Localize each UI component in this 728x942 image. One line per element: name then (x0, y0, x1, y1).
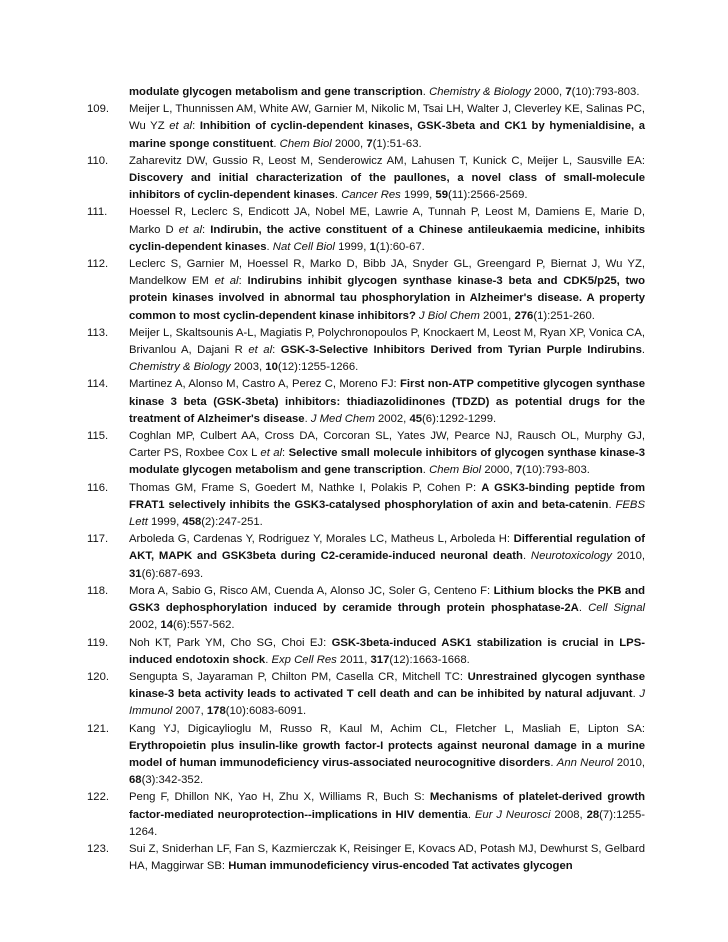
reference-text-fragment: (10):6083-6091. (225, 705, 307, 718)
reference-text-fragment: Peng F, Dhillon NK, Yao H, Zhu X, Williams R, Buch S: (129, 791, 430, 804)
reference-entry (87, 721, 645, 790)
reference-text-fragment: : (201, 223, 211, 236)
reference-text (129, 86, 639, 98)
reference-italic-text: et al (214, 275, 239, 288)
reference-title-bold: 31 (129, 567, 142, 580)
reference-entry (87, 256, 645, 325)
reference-number: 112. (87, 258, 109, 271)
reference-italic-text: Chemistry & Biology (429, 86, 531, 98)
reference-title-bold: Indirubins inhibit glycogen synthase kinase-3 beta and CDK5/p25, two protein kinases involved in abnormal tau phosphorylation in Alzheimer's disease. A property common to most cyclin-dependent kinase inhibitors? (129, 275, 645, 322)
reference-italic-text: Chemistry & Biology (129, 361, 231, 374)
reference-text-fragment: Coghlan MP, Culbert AA, Cross DA, Corcoran SL, Yates JW, Pearce NJ, Rausch OL, Murphy GJ, Carter PS, Roxbee Cox L (129, 430, 645, 460)
reference-italic-text: Eur J Neurosci (474, 808, 551, 821)
reference-text-fragment: 1999, (147, 516, 183, 529)
reference-text-fragment: (12):1255-1266. (277, 361, 359, 374)
reference-text-fragment: 2001, (479, 309, 515, 322)
reference-title-bold: 276 (514, 309, 534, 322)
reference-text-fragment: 1999, (400, 189, 436, 202)
reference-text-fragment: . (467, 808, 475, 821)
reference-text-fragment: . (422, 86, 430, 98)
reference-text-fragment: (3):342-352. (141, 774, 204, 787)
reference-text-fragment: . (334, 189, 342, 202)
reference-italic-text: Chem Biol (429, 464, 482, 477)
reference-italic-text: Exp Cell Res (271, 653, 337, 666)
reference-text-fragment: . (632, 688, 640, 701)
reference-text-fragment: Kang YJ, Digicaylioglu M, Russo R, Kaul M, Achim CL, Fletcher L, Masliah E, Lipton SA: (129, 722, 645, 735)
reference-text-fragment: Meijer L, Thunnissen AM, White AW, Garnier M, Nikolic M, Tsai LH, Walter J, Cleverley KE, Salinas PC, Wu YZ (129, 103, 645, 133)
reference-text-fragment: 2010, (613, 756, 645, 769)
reference-number: 109. (87, 103, 109, 116)
reference-text (129, 155, 645, 201)
reference-text-fragment: 2007, (172, 705, 207, 718)
reference-title-bold: 45 (409, 412, 423, 425)
reference-text-fragment: 2000, (331, 137, 367, 150)
reference-italic-text: et al (260, 447, 283, 460)
reference-title-bold: Indirubin, the active constituent of a Chinese antileukaemia medicine, inhibits cyclin-dependent kinases (129, 223, 646, 253)
reference-number: 115. (87, 430, 109, 443)
reference-entry (87, 669, 645, 721)
reference-entry (87, 635, 645, 669)
reference-text-fragment: . (578, 602, 589, 615)
reference-italic-text: et al (178, 223, 202, 236)
reference-text (129, 103, 645, 149)
reference-text (129, 637, 645, 666)
reference-text (129, 258, 645, 322)
reference-text-fragment: Noh KT, Park YM, Cho SG, Choi EJ: (129, 636, 332, 649)
reference-italic-text: Neurotoxicology (530, 550, 612, 563)
reference-italic-text: et al (169, 120, 193, 133)
reference-italic-text: Cell Signal (588, 602, 645, 615)
reference-text-fragment: . (422, 464, 430, 477)
reference-text-fragment: (1):51-63. (372, 137, 422, 150)
reference-title-bold: Unrestrained glycogen synthase kinase-3 beta activity leads to activated T cell death and can be inhibited by natural adjuvant (129, 670, 645, 701)
reference-text-fragment: . (522, 550, 531, 563)
reference-text (129, 206, 645, 252)
reference-text-fragment: (1):251-260. (533, 309, 595, 322)
reference-title-bold: Mechanisms of platelet-derived growth factor-mediated neuroprotection--implications in HIV dementia (129, 791, 645, 821)
reference-italic-text: J Med Chem (310, 412, 375, 425)
reference-number: 111. (87, 206, 108, 219)
reference-text-fragment: Arboleda G, Cardenas Y, Rodriguez Y, Morales LC, Matheus L, Arboleda H: (129, 533, 514, 546)
reference-italic-text: J Immunol (129, 688, 646, 718)
reference-title-bold: First non-ATP competitive glycogen synthase kinase 3 beta (GSK-3beta) inhibitors: thiadiazolidinones (TDZD) as potential drugs for the treatment of Alzheimer's disease (129, 378, 645, 425)
reference-text-fragment: Zaharevitz DW, Gussio R, Leost M, Senderowicz AM, Lahusen T, Kunick C, Meijer L, Sausville EA: (129, 154, 645, 167)
reference-text-fragment: 2008, (550, 808, 587, 821)
reference-entry (87, 841, 645, 875)
reference-title-bold: GSK-3-Selective Inhibitors Derived from Tyrian Purple Indirubins (280, 344, 642, 357)
reference-text-fragment: : (192, 120, 200, 133)
reference-text-fragment: 1999, (334, 240, 370, 253)
reference-title-bold: 10 (265, 361, 278, 374)
reference-title-bold: Selective small molecule inhibitors of glycogen synthase kinase-3 modulate glycogen metabolism and gene transcription (129, 447, 646, 477)
reference-title-bold: modulate glycogen metabolism and gene transcription (129, 86, 423, 98)
reference-italic-text: FEBS Lett (129, 498, 646, 529)
reference-number: 120. (87, 670, 109, 683)
reference-text-fragment: . (266, 240, 273, 253)
reference-number: 114. (87, 378, 109, 391)
reference-text-fragment: (6):1292-1299. (422, 412, 497, 425)
reference-text (129, 533, 645, 579)
reference-text-fragment: 2000, (481, 464, 516, 477)
reference-number: 117. (87, 533, 109, 546)
reference-text-fragment: Sengupta S, Jayaraman P, Chilton PM, Casella CR, Mitchell TC: (129, 670, 468, 683)
reference-text-fragment: 2003, (230, 361, 266, 374)
reference-title-bold: 7 (565, 86, 572, 98)
reference-text-fragment: Meijer L, Skaltsounis A-L, Magiatis P, Polychronopoulos P, Knockaert M, Leost M, Ryan XP, Vonica CA, Brivanlou A, Dajani R (129, 326, 645, 357)
reference-title-bold: A GSK3-binding peptide from FRAT1 selectively inhibits the GSK3-catalysed phosphorylation of axin and beta-catenin (129, 481, 646, 511)
reference-text-fragment: : (272, 344, 281, 357)
reference-number: 119. (87, 636, 109, 649)
reference-title-bold: 14 (160, 619, 173, 632)
reference-title-bold: Differential regulation of AKT, MAPK and GSK3beta during C2-ceramide-induced neuronal death (129, 533, 645, 563)
reference-title-bold: 59 (435, 189, 448, 202)
reference-entry (87, 428, 645, 480)
reference-italic-text: et al (248, 344, 273, 357)
reference-entry (87, 789, 645, 841)
reference-text-fragment: (12):1663-1668. (389, 653, 470, 666)
reference-entry (87, 204, 645, 256)
reference-text-fragment: 2011, (336, 653, 371, 666)
reference-text-fragment: (6):687-693. (141, 567, 204, 580)
reference-text-fragment: 2002, (129, 619, 161, 632)
reference-italic-text: Chem Biol (279, 137, 332, 150)
reference-text-fragment: (11):2566-2569. (447, 189, 528, 202)
reference-text (129, 723, 645, 787)
reference-text-fragment: 2000, (530, 86, 566, 98)
reference-number: 123. (87, 842, 109, 855)
reference-text-fragment: (10):793-803. (571, 86, 640, 98)
reference-number: 110. (87, 154, 109, 167)
reference-entry (87, 531, 645, 583)
reference-title-bold: 317 (370, 653, 390, 666)
reference-number: 121. (87, 722, 109, 735)
reference-number: 116. (87, 481, 109, 494)
reference-text-fragment: (6):557-562. (173, 619, 235, 632)
reference-title-bold: 7 (366, 137, 373, 150)
reference-title-bold: Inhibition of cyclin-dependent kinases, GSK-3beta and CK1 by hymenialdisine, a marine sponge constituent (129, 120, 646, 150)
reference-text-fragment: . (273, 137, 280, 150)
reference-text-fragment: . (641, 344, 645, 357)
reference-italic-text: J Biol Chem (419, 309, 480, 322)
reference-number: 113. (87, 326, 109, 339)
reference-title-bold: Erythropoietin plus insulin-like growth factor-I protects against neuronal damage in a murine model of human immunodeficiency virus-associated neurocognitive disorders (129, 739, 645, 769)
reference-text (129, 430, 645, 476)
reference-text-fragment: (2):247-251. (201, 516, 263, 529)
reference-text (129, 585, 645, 631)
reference-italic-text: Cancer Res (341, 189, 401, 202)
reference-text (129, 671, 645, 717)
reference-entry (87, 480, 645, 532)
reference-text-fragment: . (608, 498, 616, 511)
reference-entry (87, 583, 645, 635)
reference-number: 122. (87, 791, 109, 804)
reference-text (129, 791, 645, 837)
reference-title-bold: 458 (182, 516, 202, 529)
reference-title-bold: GSK-3beta-induced ASK1 stabilization is crucial in LPS-induced endotoxin shock (129, 636, 645, 666)
reference-text-fragment: . (550, 756, 557, 769)
reference-entry (87, 153, 645, 205)
reference-text-fragment: 2002, (374, 412, 410, 425)
reference-entry (87, 325, 645, 377)
reference-text-fragment: Hoessel R, Leclerc S, Endicott JA, Nobel ME, Lawrie A, Tunnah P, Leost M, Damiens E, Marie D, Marko D (129, 206, 645, 236)
reference-title-bold: 68 (129, 774, 142, 787)
reference-title-bold: 178 (206, 705, 226, 718)
reference-text (129, 378, 645, 424)
reference-text-fragment: Sui Z, Sniderhan LF, Fan S, Kazmierczak K, Reisinger E, Kovacs AD, Potash MJ, Dewhurst S, Gelbard HA, Maggirwar SB: (129, 842, 645, 873)
reference-text-fragment: 2010, (611, 550, 645, 563)
reference-text-fragment: (7):1255-1264. (129, 808, 645, 838)
reference-entry (87, 84, 645, 101)
reference-list (87, 84, 645, 875)
reference-title-bold: Discovery and initial characterization of the paullones, a novel class of small-molecule inhibitors of cyclin-dependent kinases (129, 172, 645, 202)
reference-italic-text: Ann Neurol (556, 756, 614, 769)
reference-entry (87, 376, 645, 428)
reference-title-bold: 1 (369, 240, 376, 253)
reference-text-fragment: Thomas GM, Frame S, Goedert M, Nathke I, Polakis P, Cohen P: (129, 481, 482, 494)
reference-text-fragment: Leclerc S, Garnier M, Hoessel R, Marko D, Bibb JA, Snyder GL, Greengard P, Biernat J, Wu YZ, Mandelkow EM (129, 258, 645, 288)
reference-text (129, 327, 645, 373)
reference-text-fragment: Mora A, Sabio G, Risco AM, Cuenda A, Alonso JC, Soler G, Centeno F: (129, 584, 494, 597)
reference-text-fragment: : (238, 275, 248, 288)
reference-title-bold: Human immunodeficiency virus-encoded Tat activates glycogen (228, 860, 573, 873)
reference-text (129, 843, 645, 872)
reference-title-bold: 7 (515, 464, 523, 477)
reference-text-fragment: (10):793-803. (522, 464, 590, 477)
reference-text (129, 482, 645, 528)
reference-text-fragment: Martinez A, Alonso M, Castro A, Perez C, Moreno FJ: (129, 378, 400, 391)
reference-text-fragment: : (282, 447, 289, 460)
reference-title-bold: 28 (586, 808, 600, 821)
reference-text-fragment: . (265, 653, 272, 666)
reference-title-bold: Lithium blocks the PKB and GSK3 dephosphorylation induced by ceramide through protein phosphatase-2A (129, 584, 645, 615)
reference-italic-text: Nat Cell Biol (272, 240, 335, 253)
reference-entry (87, 101, 645, 153)
reference-number: 118. (87, 584, 109, 597)
reference-text-fragment: . (304, 412, 311, 425)
reference-text-fragment: (1):60-67. (375, 240, 425, 253)
